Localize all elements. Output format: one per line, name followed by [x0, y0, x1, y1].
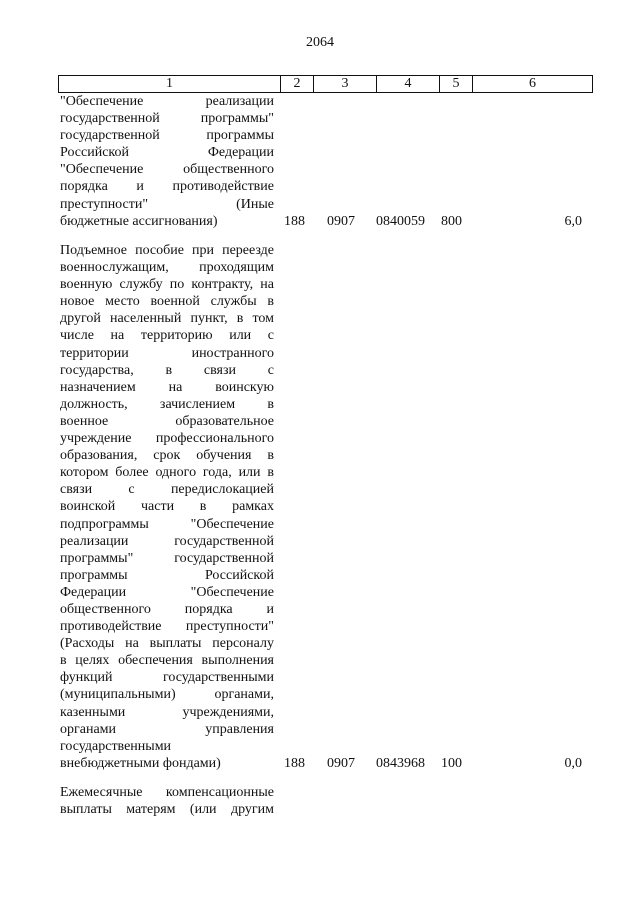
column-header-row: [58, 75, 593, 93]
desc-line: казенными учреждениями,: [60, 704, 274, 720]
desc-line: числе на территорию или с: [60, 328, 274, 344]
desc-line: (муниципальными) органами,: [60, 687, 274, 703]
desc-line: программы" государственной: [60, 550, 274, 566]
desc-line: программы Российской: [60, 567, 274, 583]
row-3-description: [60, 784, 274, 818]
desc-line: военнослужащим, проходящим: [60, 260, 274, 276]
desc-line: военное образовательное: [60, 413, 274, 429]
desc-line: преступности" (Иные: [60, 196, 274, 212]
column-header-6: 6: [473, 76, 593, 93]
desc-line: реализации государственной: [60, 533, 274, 549]
desc-line: Ежемесячные компенсационные: [60, 785, 274, 800]
desc-line: Подъемное пособие при переезде: [60, 243, 274, 258]
row-1-section-code: 0907: [327, 214, 355, 229]
desc-line: образования, срок обучения в: [60, 448, 274, 464]
desc-line: внебюджетными фондами): [60, 755, 221, 771]
desc-line: государственной программы: [60, 128, 274, 144]
desc-line: противодействие преступности": [60, 619, 274, 635]
desc-line: функций государственными: [60, 670, 274, 686]
row-1-expense-type: 800: [441, 214, 462, 229]
desc-line: котором более одного года, или в: [60, 465, 274, 481]
row-1-admin-code: 188: [284, 214, 305, 229]
column-header-5: 5: [440, 76, 473, 93]
desc-line: порядка и противодействие: [60, 179, 274, 195]
desc-line: Федерации "Обеспечение: [60, 584, 274, 600]
row-1-description: [60, 93, 274, 230]
desc-line: территории иностранного: [60, 345, 274, 361]
desc-line: подпрограммы "Обеспечение: [60, 516, 274, 532]
desc-line: государственной программы": [60, 111, 274, 127]
row-2-amount: 0,0: [564, 756, 582, 771]
desc-line: общественного порядка и: [60, 601, 274, 617]
desc-line: военную службу по контракту, на: [60, 277, 274, 293]
desc-line: новое место военной службы в: [60, 294, 274, 310]
column-header-2: 2: [281, 76, 314, 93]
desc-line: органами управления: [60, 721, 274, 737]
desc-line: другой населенный пункт, в том: [60, 311, 274, 327]
desc-line: учреждение профессионального: [60, 431, 274, 447]
desc-line: государственными: [60, 738, 172, 754]
row-2-section-code: 0907: [327, 756, 355, 771]
row-2-admin-code: 188: [284, 756, 305, 771]
desc-line: выплаты матерям (или другим: [60, 802, 274, 818]
row-2-description: [60, 242, 274, 772]
row-2-target-code: 0843968: [376, 756, 425, 771]
column-header-3: 3: [314, 76, 377, 93]
desc-line: в целях обеспечения выполнения: [60, 653, 274, 669]
desc-line: бюджетные ассигнования): [60, 213, 218, 229]
desc-line: Российской Федерации: [60, 145, 274, 161]
row-1-amount: 6,0: [564, 214, 582, 229]
column-header-4: 4: [377, 76, 440, 93]
desc-line: связи с передислокацией: [60, 482, 274, 498]
desc-line: назначением на воинскую: [60, 379, 274, 395]
desc-line: воинской части в рамках: [60, 499, 274, 515]
desc-line: (Расходы на выплаты персоналу: [60, 636, 274, 652]
column-header-1: 1: [59, 76, 281, 93]
row-1-target-code: 0840059: [376, 214, 425, 229]
desc-line: должность, зачислением в: [60, 396, 274, 412]
page-number: 2064: [306, 35, 334, 50]
row-2-expense-type: 100: [441, 756, 462, 771]
desc-line: "Обеспечение реализации: [60, 94, 274, 109]
desc-line: государства, в связи с: [60, 362, 274, 378]
desc-line: "Обеспечение общественного: [60, 162, 274, 178]
